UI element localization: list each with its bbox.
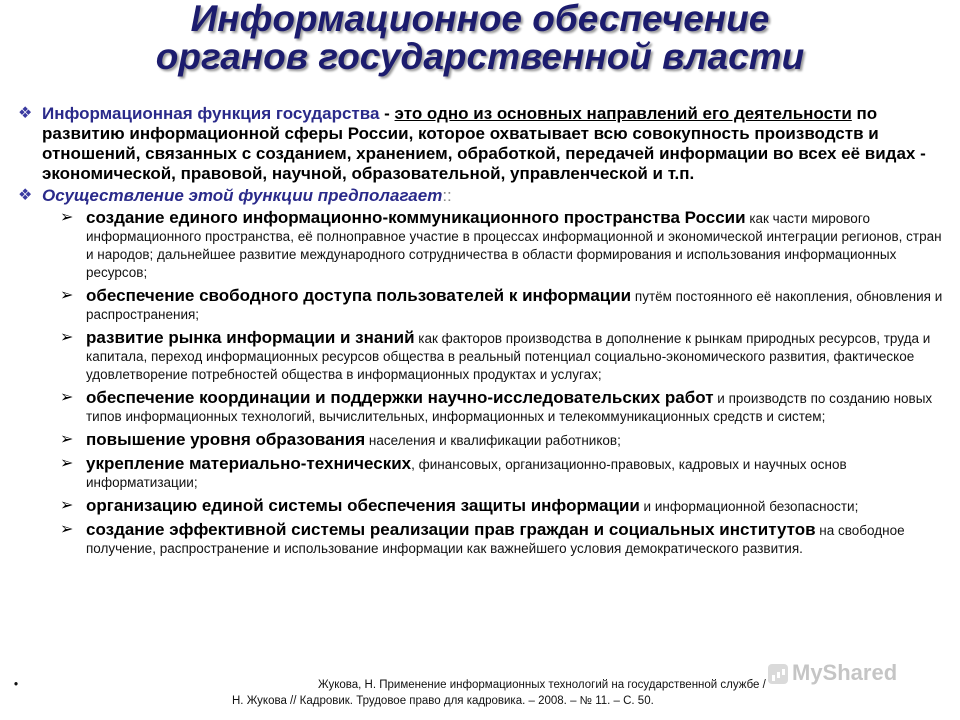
list-item-detail: , финансовых, организационно-правовых, кадровых и научных основ информатизации; bbox=[86, 457, 847, 490]
list-item bbox=[60, 430, 950, 450]
citation-line-1: Жукова, Н. Применение информационных технологий на государственной службе / bbox=[318, 679, 766, 691]
arrow-bullet-icon: ➢ bbox=[60, 521, 74, 538]
footer-bullet: • bbox=[14, 679, 19, 691]
citation-line-2: Н. Жукова // Кадровик. Трудовое право для кадровика. – 2008. – № 11. – С. 50. bbox=[232, 695, 654, 707]
bullet-implementation bbox=[18, 186, 950, 206]
arrow-bullet-icon: ➢ bbox=[60, 455, 74, 472]
arrow-bullet-icon: ➢ bbox=[60, 497, 74, 514]
list-item-heading: организацию единой системы обеспечения защиты информации bbox=[86, 496, 640, 515]
list-item-heading: обеспечение координации и поддержки научно-исследовательских работ bbox=[86, 388, 714, 407]
list-item bbox=[60, 286, 950, 324]
list-item-detail: населения и квалификации работников; bbox=[365, 433, 621, 448]
arrow-bullet-icon: ➢ bbox=[60, 287, 74, 304]
list-item-detail: и производств по созданию новых типов информационных технологий, вычислительных, информационных и телекоммуникационных средств и систем; bbox=[86, 391, 933, 424]
slide-title bbox=[0, 0, 960, 76]
list-item bbox=[60, 520, 950, 558]
list-item-heading: развитие рынка информации и знаний bbox=[86, 328, 415, 347]
bullet-dash: - bbox=[379, 104, 395, 123]
diamond-bullet-icon: ❖ bbox=[18, 105, 33, 122]
sub-bullet-list bbox=[60, 208, 950, 558]
list-item-heading: укрепление материально-технических bbox=[86, 454, 412, 473]
list-item-detail: как факторов производства в дополнение к рынкам природных ресурсов, труда и капитала, переход информационных ресурсов общества в реальный потенциал социально-экономического развития, фактическое удовлетворение потребностей общества в информационных продуктах и услугах; bbox=[86, 331, 931, 382]
list-item-detail: на свободное получение, распространение и использование информации как важнейшего условия демократического развития. bbox=[86, 523, 905, 556]
bullet-information-function bbox=[18, 104, 950, 184]
list-item bbox=[60, 328, 950, 384]
watermark bbox=[768, 660, 938, 690]
bullet-underlined-text: это одно из основных направлений его деятельности bbox=[394, 104, 852, 123]
watermark-text: MyShared bbox=[792, 660, 898, 685]
arrow-bullet-icon: ➢ bbox=[60, 431, 74, 448]
arrow-bullet-icon: ➢ bbox=[60, 209, 74, 226]
list-item-heading: создание единого информационно-коммуникационного пространства России bbox=[86, 208, 746, 227]
list-item-heading: создание эффективной системы реализации прав граждан и социальных институтов bbox=[86, 520, 816, 539]
list-item-heading: повышение уровня образования bbox=[86, 430, 366, 449]
list-item-heading: обеспечение свободного доступа пользователей к информации bbox=[86, 286, 632, 305]
arrow-bullet-icon: ➢ bbox=[60, 329, 74, 346]
list-item-detail: и информационной безопасности; bbox=[639, 499, 859, 514]
list-item bbox=[60, 208, 950, 282]
slide-content bbox=[18, 104, 950, 562]
list-item-detail: путём постоянного её накопления, обновления и распространения; bbox=[86, 289, 943, 322]
arrow-bullet-icon: ➢ bbox=[60, 389, 74, 406]
list-item bbox=[60, 496, 950, 516]
bullet-colon: :: bbox=[442, 186, 452, 205]
title-line-1: Информационное обеспечение bbox=[190, 0, 770, 39]
bullet-lead: Осуществление этой функции предполагает bbox=[42, 186, 443, 205]
bullet-term: Информационная функция государства bbox=[42, 104, 380, 123]
bullet-text: по развитию информационной сферы России, которое охватывает всю совокупность производств и отношений, связанных с созданием, хранением, обработкой, передачей информации во всех её видах - экономической, правовой, научной, образовательной, управленческой и т.п. bbox=[42, 104, 926, 183]
chart-logo-icon bbox=[768, 664, 788, 684]
title-line-2: органов государственной власти bbox=[155, 36, 805, 77]
list-item-detail: как части мирового информационного пространства, её полноправное участие в процессах информационной и экономической интеграции регионов, стран и народов; дальнейшее развитие международного сотрудничества в области формирования и использования информационных ресурсов; bbox=[86, 211, 942, 280]
list-item bbox=[60, 454, 950, 492]
diamond-bullet-icon: ❖ bbox=[18, 187, 33, 204]
list-item bbox=[60, 388, 950, 426]
